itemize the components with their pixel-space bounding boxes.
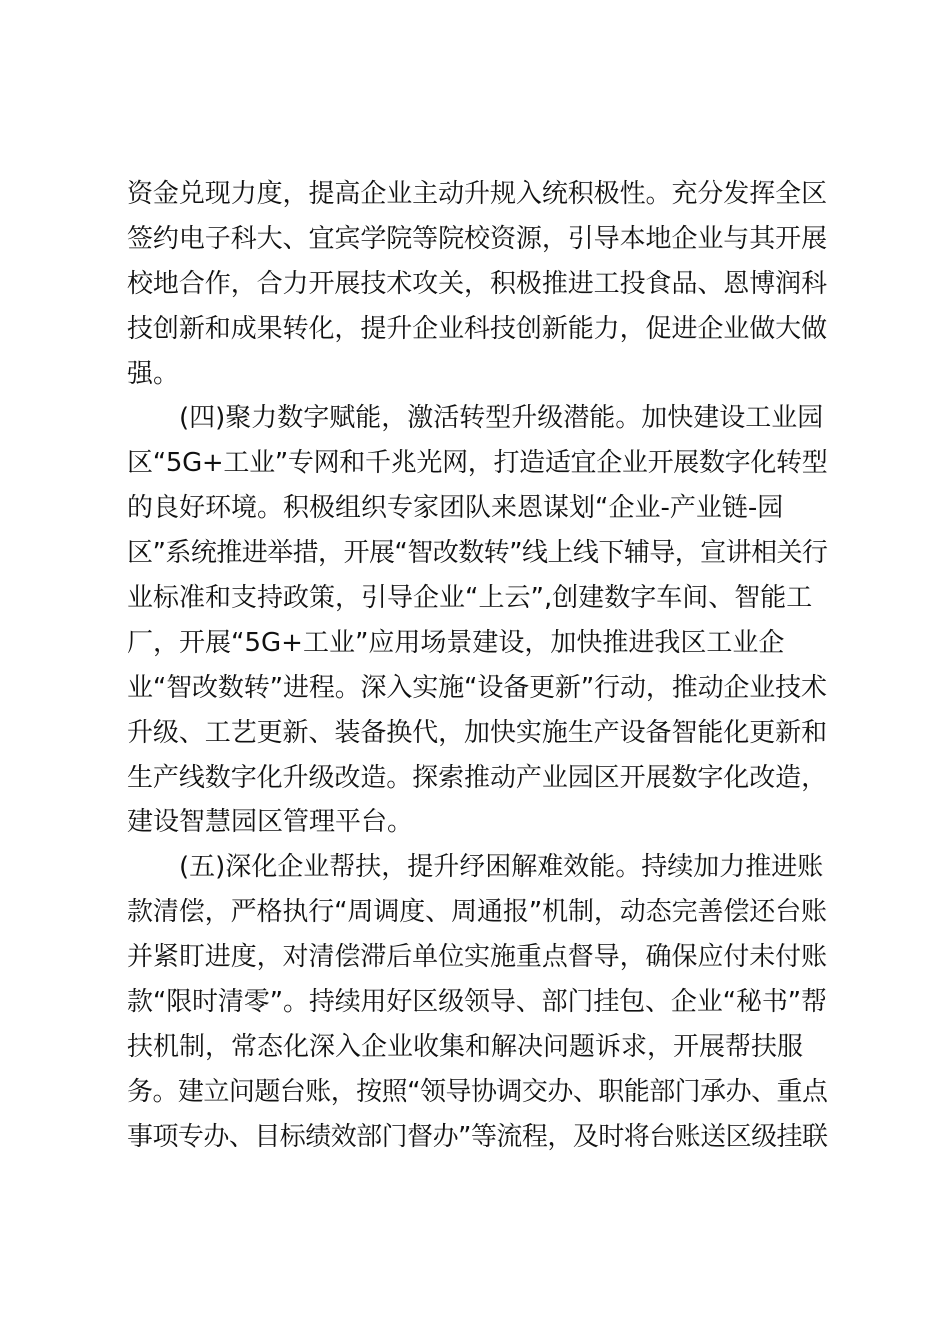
text-line: 事项专办、目标绩效部门督办”等流程，及时将台账送区级挂联 — [127, 1121, 828, 1152]
text-line: 升级、工艺更新、装备换代，加快实施生产设备智能化更新和 — [127, 717, 828, 748]
text-line: 签约电子科大、宜宾学院等院校资源，引导本地企业与其开展 — [127, 223, 828, 254]
text-line: 强。 — [127, 358, 180, 389]
text-line: 的良好环境。积极组织专家团队来恩谋划“企业-产业链-园 — [127, 493, 784, 524]
text-line: 款清偿，严格执行“周调度、周通报”机制，动态完善偿还台账 — [127, 897, 827, 928]
body-text — [127, 172, 827, 1160]
text-line: 业标准和支持政策，引导企业“上云”,创建数字车间、智能工 — [127, 583, 813, 614]
section-heading-line: (五)深化企业帮扶，提升纾困解难效能。持续加力推进账 — [127, 852, 824, 883]
text-line: 区”系统推进举措，开展“智改数转”线上线下辅导，宣讲相关行 — [127, 538, 828, 569]
text-line: 务。建立问题台账，按照“领导协调交办、职能部门承办、重点 — [127, 1076, 828, 1107]
text-line: 款“限时清零”。持续用好区级领导、部门挂包、企业“秘书”帮 — [127, 987, 827, 1018]
text-line: 建设智慧园区管理平台。 — [127, 807, 414, 838]
text-line: 并紧盯进度，对清偿滞后单位实施重点督导，确保应付未付账 — [127, 942, 828, 973]
text-line: 区“5G+工业”专网和千兆光网，打造适宜企业开展数字化转型 — [127, 448, 828, 479]
text-line: 校地合作，合力开展技术攻关，积极推进工投食品、恩博润科 — [127, 268, 828, 299]
text-line: 业“智改数转”进程。深入实施“设备更新”行动，推动企业技术 — [127, 672, 827, 703]
text-line: 生产线数字化升级改造。探索推动产业园区开展数字化改造， — [127, 762, 828, 793]
text-line: 技创新和成果转化，提升企业科技创新能力，促进企业做大做 — [127, 313, 828, 344]
section-heading-line: (四)聚力数字赋能，激活转型升级潜能。加快建设工业园 — [127, 403, 824, 434]
text-line: 厂，开展“5G+工业”应用场景建设，加快推进我区工业企 — [127, 627, 785, 658]
text-line: 资金兑现力度，提高企业主动升规入统积极性。充分发挥全区 — [127, 179, 828, 209]
text-line: 扶机制，常态化深入企业收集和解决问题诉求，开展帮扶服 — [127, 1031, 804, 1062]
